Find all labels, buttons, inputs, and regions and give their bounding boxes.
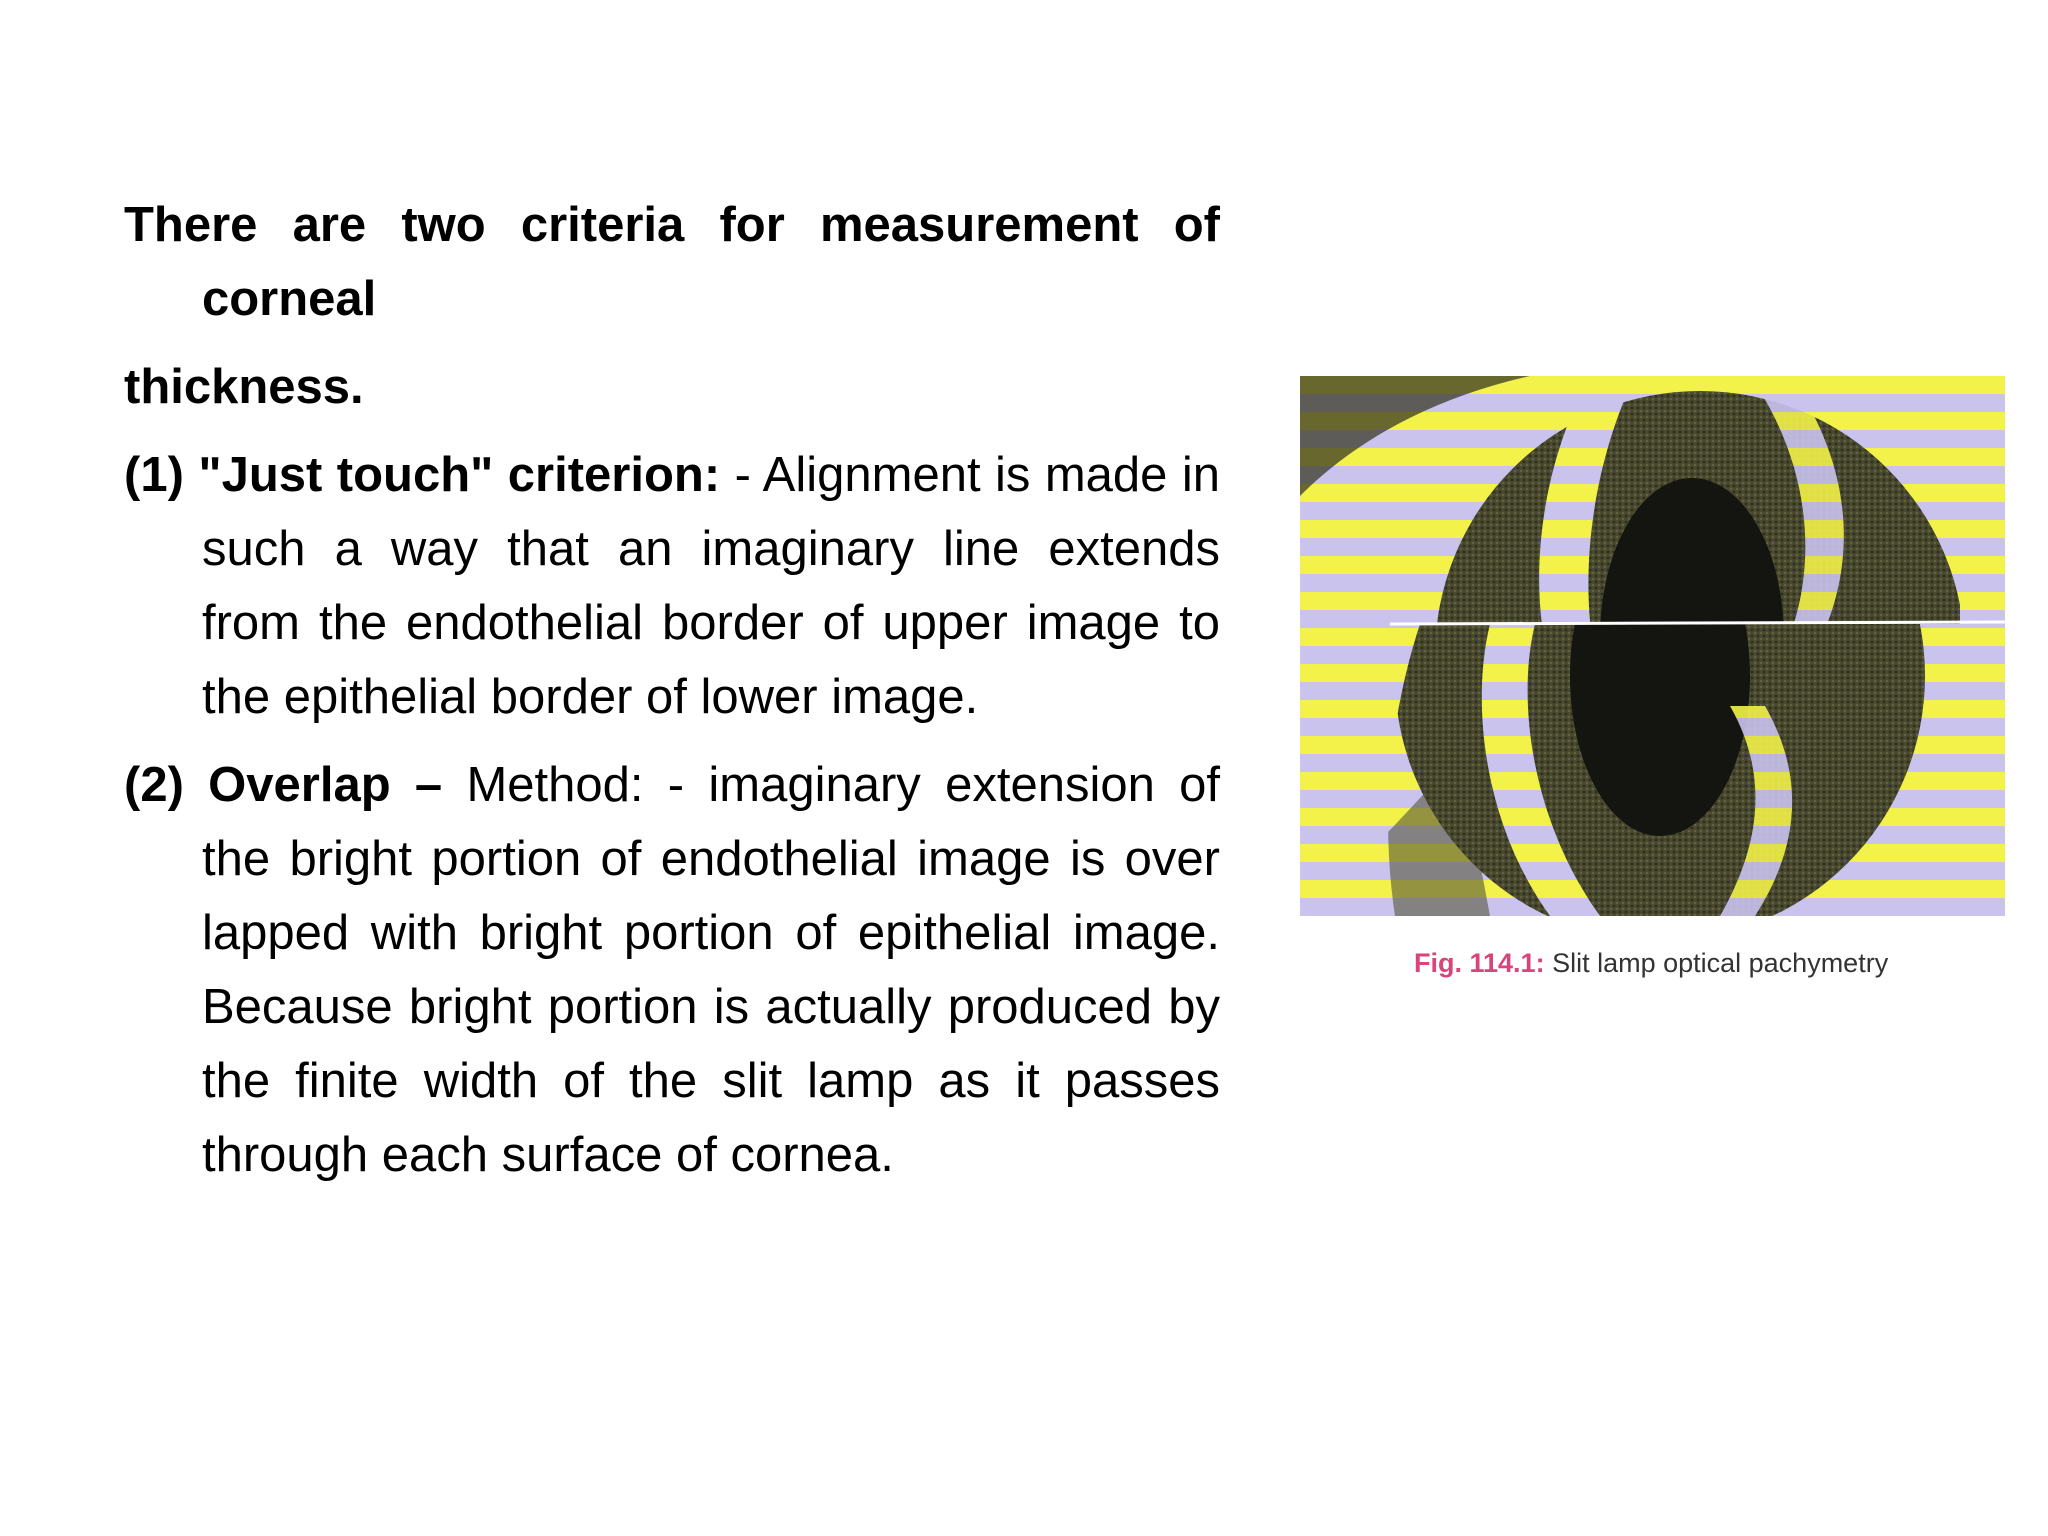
criterion-1 (124, 438, 1220, 734)
figure-caption (1414, 948, 1974, 979)
main-text (124, 188, 1220, 1206)
criterion-1-label: (1) "Just touch" criterion: (124, 448, 721, 502)
slit-lamp-eye-image (1300, 376, 2005, 916)
caption-label: Fig. 114.1: (1414, 948, 1545, 978)
criterion-1-text: - Alignment is made in such a way that an imaginary line extends from the endothelial border of upper image to the epithelial border of lower image. (202, 448, 1221, 724)
caption-text: Slit lamp optical pachymetry (1544, 948, 1889, 978)
criterion-2 (124, 748, 1220, 1192)
split-line (1390, 622, 2005, 624)
pachymetry-figure (1300, 376, 2005, 916)
criterion-2-text: Method: - imaginary extension of the bright portion of endothelial image is over lapped with bright portion of epithelial image. Because bright portion is actually produced by the finite width of the slit lamp as it passes through each surface of cornea. (202, 758, 1220, 1182)
intro-line-1: There are two criteria for measurement of corneal (124, 198, 1220, 326)
criterion-2-label: (2) Overlap – (124, 758, 443, 812)
intro-line-2: thickness. (124, 360, 364, 414)
